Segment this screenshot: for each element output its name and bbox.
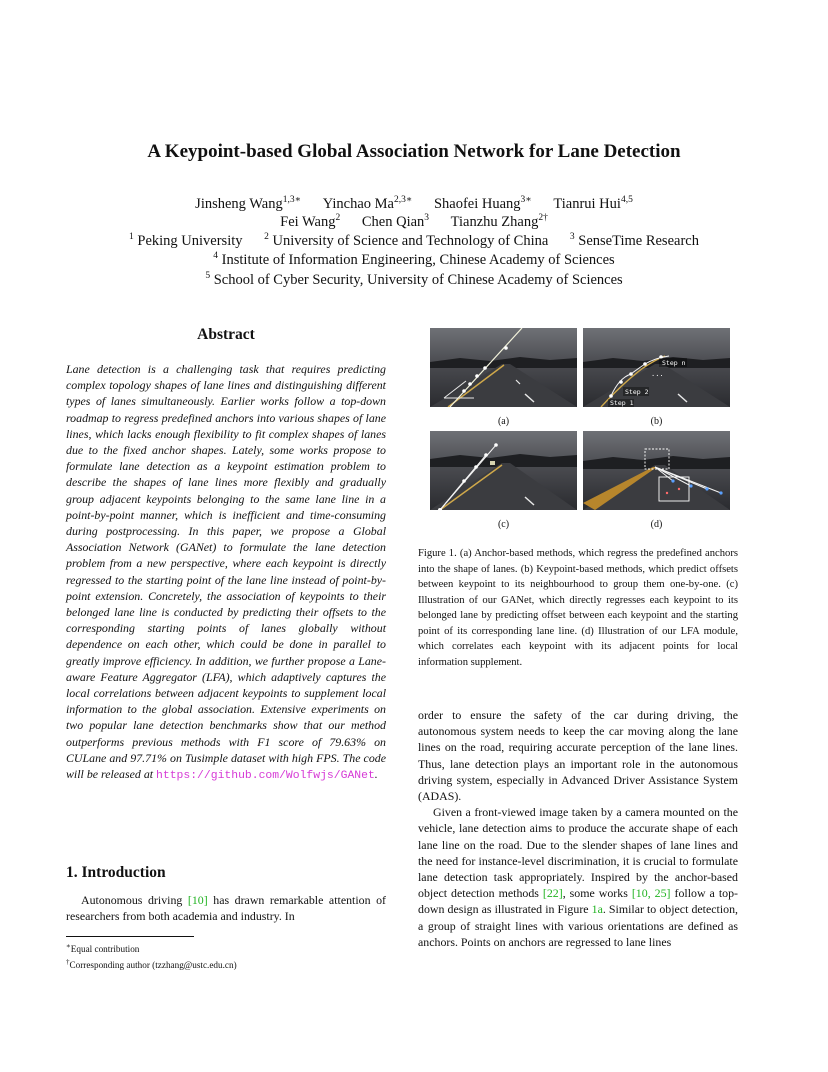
figure-panel-label: (d) bbox=[650, 519, 663, 530]
abstract-body: Lane detection is a challenging task that requires predicting complex topology shapes of lane lines and distinguishing different types of lanes simultaneously. Earlier works follow a top-down roadmap to regress predefined anchors into various shapes of lane lines, which lacks enough flexibility to fit complex shapes of lanes due to the fixed anchor shapes. Lately, some works propose to formulate lane detection as a keypoint estimation problem to describe the shapes of lane lines more flexibly and gradually group adjacent keypoints belonging to the same lane line in a point-by-point manner, which is inefficient and time-consuming during postprocessing. In this paper, we propose a Global Association Network (GANet) to formulate the lane detection problem from a new perspective, where each keypoint is directly regressed to the starting point of the lane line instead of point-by-point extension. Concretely, the association of keypoints to their belonged lane line is conducted by predicting their offsets to the corresponding starting points of lanes globally without dependence on each other, which could be done in parallel to greatly improve efficiency. In addition, we further propose a Lane-aware Feature Aggregator (LFA), which adaptively captures the local correlations between adjacent keypoints to supplement local information to the global association. Extensive experiments on two popular lane detection benchmarks show that our method outperforms previous methods with F1 score of 79.63% on CULane and 97.71% on Tusimple dataset with high FPS. The code will be released at https://github.com/Wolfwjs/GANet. bbox=[66, 362, 386, 783]
author: Yinchao $Ma^{2,3∗}$ bbox=[322, 195, 413, 212]
figure-panel-a bbox=[430, 328, 577, 407]
affiliations-line-2: $^4$ Institute of Information Engineering, Chinese Academy of Sciences bbox=[213, 251, 615, 268]
citation-link[interactable]: [10] bbox=[187, 893, 208, 907]
affiliations-line-3: $^5$ School of Cyber Security, University of Chinese Academy of Sciences bbox=[205, 271, 623, 288]
affiliations-line-1: $^1$ Peking University $^2$ University of Science and Technology of China $^3$ SenseTime Research bbox=[129, 232, 699, 249]
figure-panel-label: (b) bbox=[650, 416, 663, 427]
introduction-paragraph: Autonomous driving [10] has drawn remarkable attention of researchers from both academia and industry. In bbox=[66, 893, 386, 924]
figure-1 bbox=[430, 328, 730, 534]
citation-link[interactable]: [22] bbox=[542, 886, 563, 901]
figure-panel-label: (c) bbox=[497, 519, 510, 530]
step-2-label: Step 2 bbox=[625, 388, 649, 396]
step-1-label: Step 1 bbox=[610, 399, 634, 407]
figure-panel-b bbox=[583, 328, 730, 407]
author: Chen Qian$^3$ bbox=[361, 213, 430, 230]
paragraph: Given a front-viewed image taken by a camera mounted on the vehicle, lane detection aims to produce the accurate shape of each lane line on the road. Due to the slender shapes of lane lines and the need for instance-level discrimination, it is crucial to formulate lane detection task appropriately. Inspired by the anchor-based object detection methods [22], some works [10, 25] follow a top-down design as illustrated in Figure 1a. Similar to object detection, a group of straight lines with various orientations are defined as anchors. Points on anchors are regressed to lane lines bbox=[418, 805, 738, 949]
figure-1-caption: Figure 1. (a) Anchor-based methods, which regress the predefined anchors into the shape of lanes. (b) Keypoint-based methods, which predict offsets between keypoint to its neighbourhood to group them one-by-one. (c) Illustration of our GANet, which directly regresses each keypoint to its belonged lane by predicting offset between each keypoint and the starting point of its corresponding lane line. (d) Illustration of our LFA module, which correlates each keypoint with its adjacent points for local information supplement. bbox=[418, 548, 738, 668]
introduction-continued bbox=[418, 707, 738, 950]
figure-reference-link[interactable]: 1a bbox=[591, 902, 603, 917]
step-dots: ... bbox=[651, 370, 664, 378]
author: Shaofei Huang$^{3∗}$ bbox=[433, 195, 532, 212]
footnotes bbox=[66, 940, 237, 971]
figure-panel-label: (a) bbox=[497, 416, 510, 427]
citation-link[interactable]: [10, 25] bbox=[631, 886, 671, 901]
figure-panel-d bbox=[583, 431, 730, 510]
step-n-label: Step n bbox=[662, 359, 686, 367]
author: Tianzhu Zhang$^{2\dagger}$ bbox=[450, 213, 548, 230]
footnote-corresponding: †Corresponding author (tzzhang@ustc.edu.cn) bbox=[66, 957, 237, 970]
paper-title: A Keypoint-based Global Association Network for Lane Detection bbox=[147, 141, 681, 162]
figure-panel-c bbox=[430, 431, 577, 510]
authors-line-1 bbox=[0, 194, 828, 213]
footnote-rule bbox=[66, 936, 194, 937]
code-url-link[interactable]: https://github.com/Wolfwjs/GANet bbox=[156, 770, 375, 783]
footnote-equal: ∗Equal contribution bbox=[66, 942, 140, 955]
paragraph: order to ensure the safety of the car during driving, the autonomous system needs to keep the car moving along the lane lines on the road, requiring accurate perception of the lane lines. Thus, lane detection plays an important role in the autonomous driving system, especially in Advanced Driver Assistance System (ADAS). bbox=[418, 708, 738, 804]
authors-line-2 bbox=[0, 213, 828, 231]
author: Tianrui Hui$^{4,5}$ bbox=[553, 195, 633, 212]
author: Jinsheng Wang$^{1,3∗}$ bbox=[195, 195, 302, 212]
author: Fei Wang$^2$ bbox=[280, 213, 341, 230]
abstract-heading: Abstract bbox=[197, 326, 255, 343]
section-heading-introduction: 1. Introduction bbox=[66, 864, 166, 881]
